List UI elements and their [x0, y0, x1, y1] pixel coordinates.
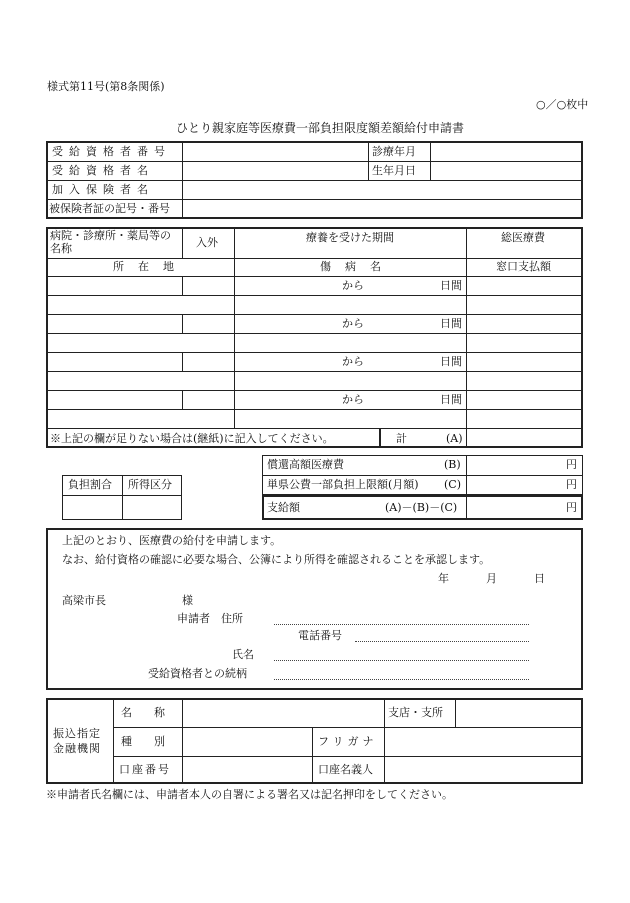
applicant-address-label: 申請者 住所 [177, 612, 243, 625]
declaration-line-1: 上記のとおり、医療費の給付を申請します。 [62, 534, 282, 547]
income-category-label: 所得区分 [128, 478, 172, 491]
total-label: 計 [396, 432, 407, 445]
treatment-period-label: 療養を受けた期間 [306, 231, 394, 244]
payment-formula: (A)－(B)－(C) [385, 501, 458, 514]
bank-section-label-2: 金融機関 [53, 742, 101, 755]
relation-line[interactable] [274, 679, 529, 680]
recipient-number-label: 受給資格者番号 [52, 145, 171, 158]
account-type-field[interactable] [184, 729, 311, 755]
insurance-card-field[interactable] [184, 200, 581, 217]
from-label: から [342, 393, 364, 406]
account-number-field[interactable] [184, 758, 311, 782]
recipient-name-field[interactable] [184, 162, 367, 179]
high-cost-mark: (B) [444, 458, 461, 471]
declaration-line-2: なお、給付資格の確認に必要な場合、公簿により所得を確認されることを承認します。 [62, 553, 491, 566]
mayor-label: 高梁市長 [62, 594, 106, 607]
high-cost-field[interactable] [468, 456, 564, 474]
account-holder-field[interactable] [386, 758, 581, 782]
window-payment-label: 窓口支払額 [496, 260, 551, 273]
yen-unit: 円 [566, 458, 577, 471]
in-out-label: 入外 [196, 236, 218, 249]
relation-label: 受給資格者との続柄 [148, 667, 247, 680]
day-label: 日 [534, 572, 545, 585]
insurer-label: 加入保険者名 [52, 183, 154, 196]
continuation-note: ※上記の欄が足りない場合は(継紙)に記入してください。 [50, 432, 334, 445]
payment-label: 支給額 [267, 501, 300, 514]
total-medical-cost-label: 総医療費 [501, 231, 545, 244]
birth-date-label: 生年月日 [372, 164, 416, 177]
hospital-name-label: 病院・診療所・薬局等の名称 [50, 229, 171, 255]
page-count: ○／○枚中 [536, 98, 589, 111]
days-label: 日間 [440, 317, 462, 330]
sama-label: 様 [182, 594, 193, 607]
total-field[interactable] [468, 430, 581, 446]
signature-note: ※申請者氏名欄には、申請者本人の自署による署名又は記名押印をしてください。 [46, 788, 453, 801]
furigana-label: フリガナ [318, 735, 378, 748]
year-label: 年 [438, 572, 449, 585]
branch-field[interactable] [457, 700, 581, 726]
high-cost-label: 償還高額医療費 [267, 458, 344, 471]
phone-line[interactable] [355, 641, 529, 642]
visit-month-field[interactable] [432, 143, 581, 160]
account-type-label: 種別 [121, 735, 187, 748]
days-label: 日間 [440, 279, 462, 292]
limit-label: 単県公費一部負担上限額(月額) [267, 478, 419, 491]
limit-mark: (C) [444, 478, 461, 491]
from-label: から [342, 279, 364, 292]
phone-label: 電話番号 [298, 629, 342, 642]
name-line[interactable] [274, 660, 529, 661]
days-label: 日間 [440, 355, 462, 368]
branch-label: 支店・支所 [388, 706, 443, 719]
total-mark: (A) [446, 432, 463, 445]
payment-field[interactable] [468, 497, 564, 518]
visit-month-label: 診療年月 [372, 145, 416, 158]
disease-name-label: 傷病名 [320, 260, 395, 273]
insurer-field[interactable] [184, 181, 581, 198]
account-holder-label: 口座名義人 [318, 763, 373, 776]
recipient-number-field[interactable] [184, 143, 367, 160]
income-category-field[interactable] [124, 497, 181, 518]
bank-name-field[interactable] [184, 700, 383, 726]
bank-section-label-1: 振込指定 [53, 727, 101, 740]
form-title: ひとり親家庭等医療費一部負担限度額差額給付申請書 [176, 121, 465, 135]
furigana-field[interactable] [386, 729, 581, 755]
from-label: から [342, 355, 364, 368]
address-line[interactable] [274, 624, 529, 625]
burden-ratio-label: 負担割合 [68, 478, 112, 491]
yen-unit: 円 [566, 501, 577, 514]
insurance-card-label: 被保険者証の記号・番号 [49, 202, 170, 215]
address-label: 所在地 [113, 260, 188, 273]
applicant-name-label: 氏名 [232, 648, 254, 661]
recipient-name-label: 受給資格者名 [52, 164, 154, 177]
from-label: から [342, 317, 364, 330]
account-number-label: 口座番号 [119, 763, 171, 776]
form-number: 様式第11号(第8条関係) [47, 80, 165, 93]
bank-name-label: 名称 [121, 706, 187, 719]
limit-field[interactable] [468, 476, 564, 494]
yen-unit: 円 [566, 478, 577, 491]
birth-date-field[interactable] [432, 162, 581, 179]
month-label: 月 [486, 572, 497, 585]
burden-ratio-field[interactable] [63, 497, 121, 518]
days-label: 日間 [440, 393, 462, 406]
